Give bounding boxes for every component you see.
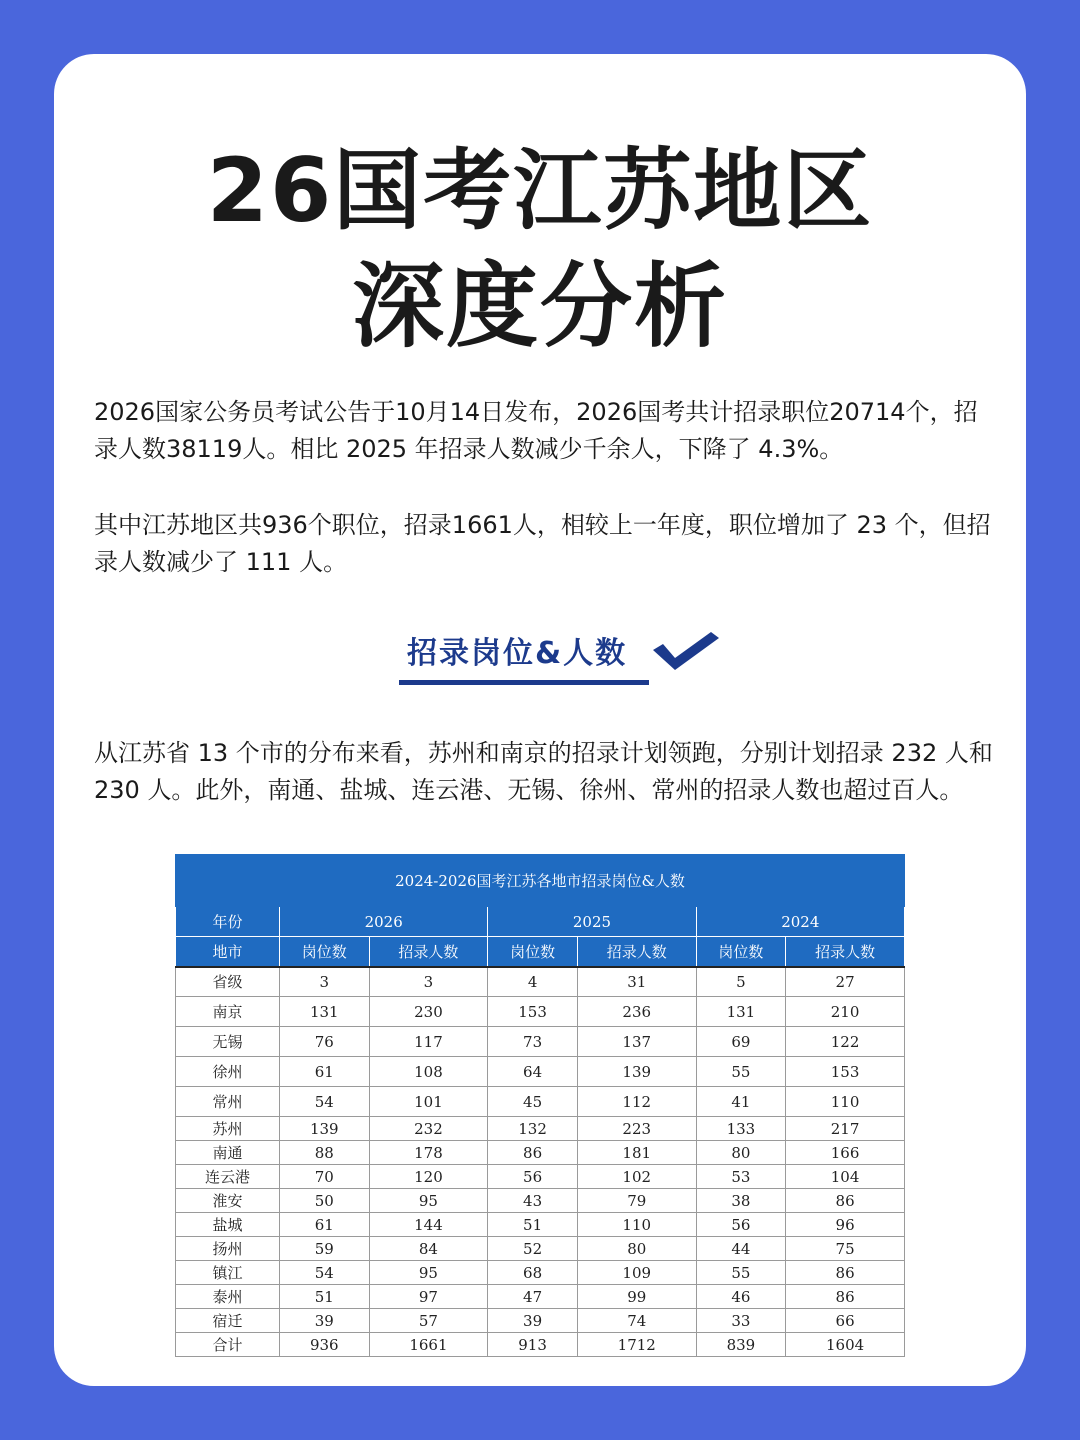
value-cell: 3: [280, 967, 370, 997]
value-cell: 70: [280, 1165, 370, 1189]
value-cell: 39: [280, 1309, 370, 1333]
value-cell: 122: [786, 1027, 905, 1057]
city-cell: 无锡: [176, 1027, 280, 1057]
value-cell: 5: [696, 967, 786, 997]
table-row: [176, 1333, 905, 1357]
value-cell: 56: [696, 1213, 786, 1237]
table-row: [176, 1213, 905, 1237]
value-cell: 54: [280, 1087, 370, 1117]
value-cell: 57: [369, 1309, 488, 1333]
value-cell: 112: [577, 1087, 696, 1117]
value-cell: 104: [786, 1165, 905, 1189]
table-row: [176, 1309, 905, 1333]
value-cell: 86: [786, 1189, 905, 1213]
year-header-label: 年份: [176, 907, 280, 937]
value-cell: 913: [488, 1333, 578, 1357]
value-cell: 79: [577, 1189, 696, 1213]
year-header-2024: 2024: [696, 907, 904, 937]
recruitment-table: [175, 854, 905, 1357]
table-row: [176, 1141, 905, 1165]
city-cell: 合计: [176, 1333, 280, 1357]
value-cell: 1661: [369, 1333, 488, 1357]
subheader: 岗位数: [488, 937, 578, 967]
value-cell: 43: [488, 1189, 578, 1213]
value-cell: 120: [369, 1165, 488, 1189]
value-cell: 3: [369, 967, 488, 997]
value-cell: 936: [280, 1333, 370, 1357]
city-cell: 淮安: [176, 1189, 280, 1213]
value-cell: 144: [369, 1213, 488, 1237]
value-cell: 84: [369, 1237, 488, 1261]
value-cell: 230: [369, 997, 488, 1027]
value-cell: 68: [488, 1261, 578, 1285]
checkmark-icon: [649, 628, 723, 674]
value-cell: 139: [280, 1117, 370, 1141]
value-cell: 44: [696, 1237, 786, 1261]
value-cell: 166: [786, 1141, 905, 1165]
value-cell: 76: [280, 1027, 370, 1057]
value-cell: 80: [577, 1237, 696, 1261]
city-cell: 南通: [176, 1141, 280, 1165]
distribution-paragraph: 从江苏省 13 个市的分布来看，苏州和南京的招录计划领跑，分别计划招录 232 人和 230 人。此外，南通、盐城、连云港、无锡、徐州、常州的招录人数也超过百人。: [94, 739, 993, 804]
section-heading: [399, 624, 739, 694]
value-cell: 55: [696, 1261, 786, 1285]
value-cell: 75: [786, 1237, 905, 1261]
table-row: [176, 1165, 905, 1189]
value-cell: 47: [488, 1285, 578, 1309]
section-heading-underline: [399, 680, 649, 685]
subheader: 招录人数: [577, 937, 696, 967]
value-cell: 27: [786, 967, 905, 997]
table-body: [176, 967, 905, 1357]
value-cell: 236: [577, 997, 696, 1027]
value-cell: 137: [577, 1027, 696, 1057]
value-cell: 839: [696, 1333, 786, 1357]
value-cell: 52: [488, 1237, 578, 1261]
year-header-2025: 2025: [488, 907, 696, 937]
value-cell: 50: [280, 1189, 370, 1213]
intro-paragraph: 2026国家公务员考试公告于10月14日发布，2026国考共计招录职位20714个，招录人数38119人。相比 2025 年招录人数减少千余人，下降了 4.3%。: [94, 398, 978, 463]
section-heading-label: 招录岗位&人数: [407, 636, 628, 671]
value-cell: 1604: [786, 1333, 905, 1357]
city-cell: 泰州: [176, 1285, 280, 1309]
value-cell: 108: [369, 1057, 488, 1087]
value-cell: 39: [488, 1309, 578, 1333]
value-cell: 1712: [577, 1333, 696, 1357]
value-cell: 64: [488, 1057, 578, 1087]
value-cell: 54: [280, 1261, 370, 1285]
page-title: [54, 136, 1026, 362]
subheader: 岗位数: [280, 937, 370, 967]
value-cell: 110: [786, 1087, 905, 1117]
city-cell: 苏州: [176, 1117, 280, 1141]
value-cell: 181: [577, 1141, 696, 1165]
value-cell: 110: [577, 1213, 696, 1237]
value-cell: 153: [488, 997, 578, 1027]
title-line-1: 26国考江苏地区: [207, 136, 873, 246]
value-cell: 61: [280, 1057, 370, 1087]
city-cell: 南京: [176, 997, 280, 1027]
value-cell: 4: [488, 967, 578, 997]
value-cell: 133: [696, 1117, 786, 1141]
value-cell: 223: [577, 1117, 696, 1141]
value-cell: 33: [696, 1309, 786, 1333]
table-row: [176, 1027, 905, 1057]
value-cell: 86: [786, 1285, 905, 1309]
value-cell: 178: [369, 1141, 488, 1165]
value-cell: 80: [696, 1141, 786, 1165]
value-cell: 86: [488, 1141, 578, 1165]
value-cell: 95: [369, 1261, 488, 1285]
value-cell: 66: [786, 1309, 905, 1333]
table-row: [176, 1285, 905, 1309]
city-cell: 宿迁: [176, 1309, 280, 1333]
value-cell: 109: [577, 1261, 696, 1285]
value-cell: 86: [786, 1261, 905, 1285]
table-row: [176, 1237, 905, 1261]
value-cell: 101: [369, 1087, 488, 1117]
value-cell: 88: [280, 1141, 370, 1165]
value-cell: 59: [280, 1237, 370, 1261]
value-cell: 56: [488, 1165, 578, 1189]
value-cell: 74: [577, 1309, 696, 1333]
city-cell: 连云港: [176, 1165, 280, 1189]
subheader: 招录人数: [786, 937, 905, 967]
value-cell: 131: [280, 997, 370, 1027]
content-card: [54, 54, 1026, 1386]
value-cell: 41: [696, 1087, 786, 1117]
value-cell: 31: [577, 967, 696, 997]
subheader: 招录人数: [369, 937, 488, 967]
value-cell: 95: [369, 1189, 488, 1213]
value-cell: 46: [696, 1285, 786, 1309]
value-cell: 131: [696, 997, 786, 1027]
value-cell: 53: [696, 1165, 786, 1189]
value-cell: 217: [786, 1117, 905, 1141]
table-row: [176, 997, 905, 1027]
city-header-label: 地市: [176, 937, 280, 967]
value-cell: 139: [577, 1057, 696, 1087]
table-caption: 2024-2026国考江苏各地市招录岗位&人数: [176, 855, 905, 907]
value-cell: 132: [488, 1117, 578, 1141]
city-cell: 扬州: [176, 1237, 280, 1261]
value-cell: 153: [786, 1057, 905, 1087]
value-cell: 99: [577, 1285, 696, 1309]
city-cell: 盐城: [176, 1213, 280, 1237]
title-line-2: 深度分析: [351, 253, 728, 360]
value-cell: 96: [786, 1213, 905, 1237]
value-cell: 97: [369, 1285, 488, 1309]
table-row: [176, 1189, 905, 1213]
city-cell: 常州: [176, 1087, 280, 1117]
city-cell: 省级: [176, 967, 280, 997]
table-row: [176, 967, 905, 997]
value-cell: 69: [696, 1027, 786, 1057]
table-row: [176, 1261, 905, 1285]
year-header-2026: 2026: [280, 907, 488, 937]
city-cell: 徐州: [176, 1057, 280, 1087]
value-cell: 61: [280, 1213, 370, 1237]
value-cell: 232: [369, 1117, 488, 1141]
table-row: [176, 1117, 905, 1141]
value-cell: 51: [488, 1213, 578, 1237]
value-cell: 51: [280, 1285, 370, 1309]
jiangsu-summary-paragraph: 其中江苏地区共936个职位，招录1661人，相较上一年度，职位增加了 23 个，但招录人数减少了 111 人。: [94, 511, 991, 576]
city-cell: 镇江: [176, 1261, 280, 1285]
value-cell: 55: [696, 1057, 786, 1087]
value-cell: 102: [577, 1165, 696, 1189]
value-cell: 117: [369, 1027, 488, 1057]
value-cell: 210: [786, 997, 905, 1027]
table-row: [176, 1057, 905, 1087]
subheader: 岗位数: [696, 937, 786, 967]
value-cell: 73: [488, 1027, 578, 1057]
table-row: [176, 1087, 905, 1117]
value-cell: 45: [488, 1087, 578, 1117]
value-cell: 38: [696, 1189, 786, 1213]
